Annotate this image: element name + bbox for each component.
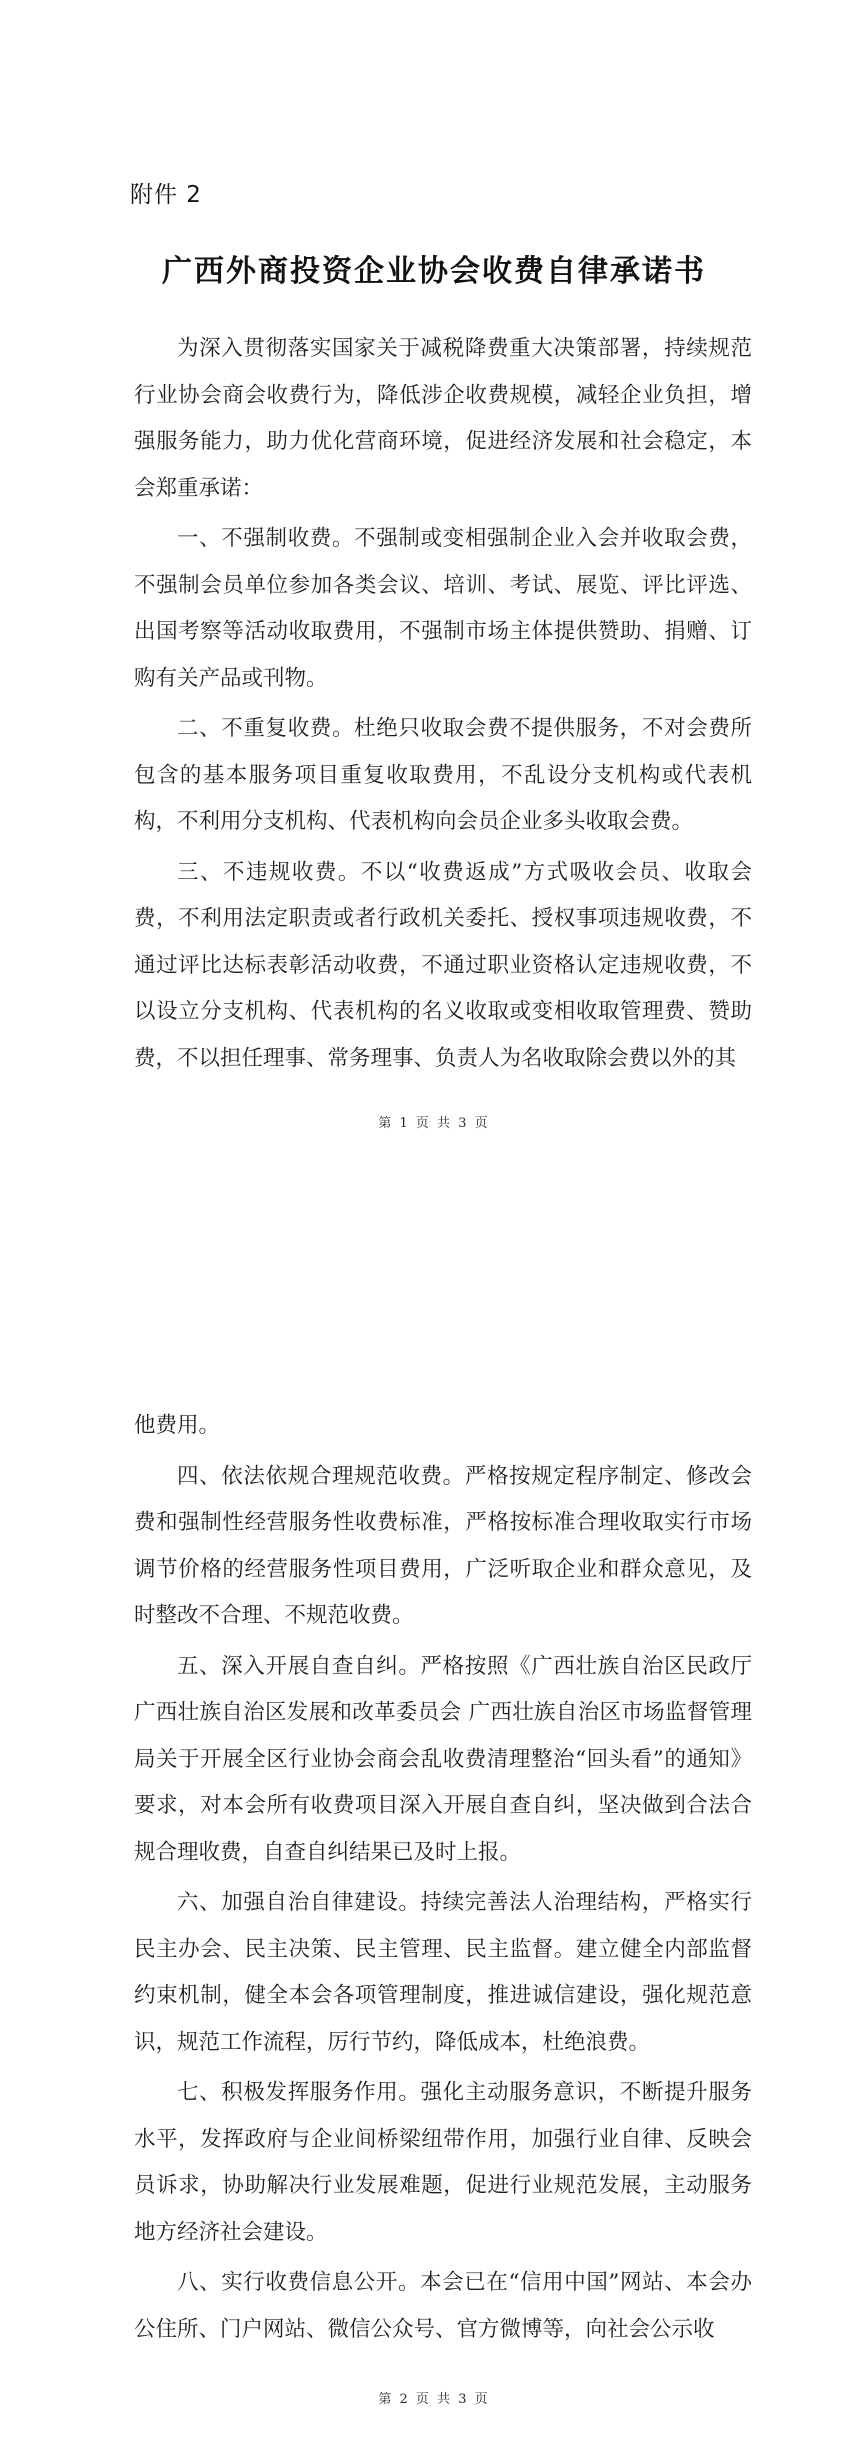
commitment-8-paragraph: 八、实行收费信息公开。本会已在“信用中国”网站、本会办公住所、门户网站、微信公众号、官方微博等，向社会公示收: [134, 2270, 752, 2342]
document-title: 广西外商投资企业协会收费自律承诺书: [162, 254, 706, 289]
page-1-body: [134, 326, 752, 1086]
commitment-7-paragraph: 七、积极发挥服务作用。强化主动服务意识，不断提升服务水平，发挥政府与企业间桥梁纽带作用，加强行业自律、反映会员诉求，协助解决行业发展难题，促进行业规范发展，主动服务地方经济社会建设。: [134, 2080, 752, 2245]
page-2-body: [134, 1403, 752, 2357]
document-page-1: [0, 0, 868, 1180]
page-2-footer: 第 2 页 共 3 页: [378, 2392, 490, 2407]
page-1-footer: 第 1 页 共 3 页: [378, 1116, 490, 1131]
commitment-3-continuation: 他费用。: [134, 1413, 221, 1438]
commitment-5-paragraph: 五、深入开展自查自纠。严格按照《广西壮族自治区民政厅 广西壮族自治区发展和改革委员会 广西壮族自治区市场监督管理局关于开展全区行业协会商会乱收费清理整治“回头看”的通知》要求，对本会所有收费项目深入开展自查自纠，坚决做到合法合规合理收费，自查自纠结果已及时上报。: [134, 1653, 752, 1865]
commitment-4-paragraph: 四、依法依规合理规范收费。严格按规定程序制定、修改会费和强制性经营服务性收费标准，严格按标准合理收取实行市场调节价格的经营服务性项目费用，广泛听取企业和群众意见，及时整改不合理、不规范收费。: [134, 1463, 752, 1628]
commitment-6-paragraph: 六、加强自治自律建设。持续完善法人治理结构，严格实行民主办会、民主决策、民主管理、民主监督。建立健全内部监督约束机制，健全本会各项管理制度，推进诚信建设，强化规范意识，规范工作流程，厉行节约，降低成本，杜绝浪费。: [134, 1890, 752, 2055]
commitment-3-paragraph: 三、不违规收费。不以“收费返成”方式吸收会员、收取会费，不利用法定职责或者行政机关委托、授权事项违规收费，不通过评比达标表彰活动收费，不通过职业资格认定违规收费，不以设立分支机构、代表机构的名义收取或变相收取管理费、赞助费，不以担任理事、常务理事、负责人为名收取除会费以外的其: [134, 859, 752, 1071]
intro-paragraph: 为深入贯彻落实国家关于减税降费重大决策部署，持续规范行业协会商会收费行为，降低涉企收费规模，减轻企业负担，增强服务能力，助力优化营商环境，促进经济发展和社会稳定，本会郑重承诺：: [134, 336, 752, 501]
commitment-1-paragraph: 一、不强制收费。不强制或变相强制企业入会并收取会费，不强制会员单位参加各类会议、培训、考试、展览、评比评选、出国考察等活动收取费用，不强制市场主体提供赞助、捐赠、订购有关产品或刊物。: [134, 526, 752, 691]
commitment-2-paragraph: 二、不重复收费。杜绝只收取会费不提供服务，不对会费所包含的基本服务项目重复收取费用，不乱设分支机构或代表机构，不利用分支机构、代表机构向会员企业多头收取会费。: [134, 716, 752, 834]
attachment-label: 附件 2: [130, 182, 202, 208]
